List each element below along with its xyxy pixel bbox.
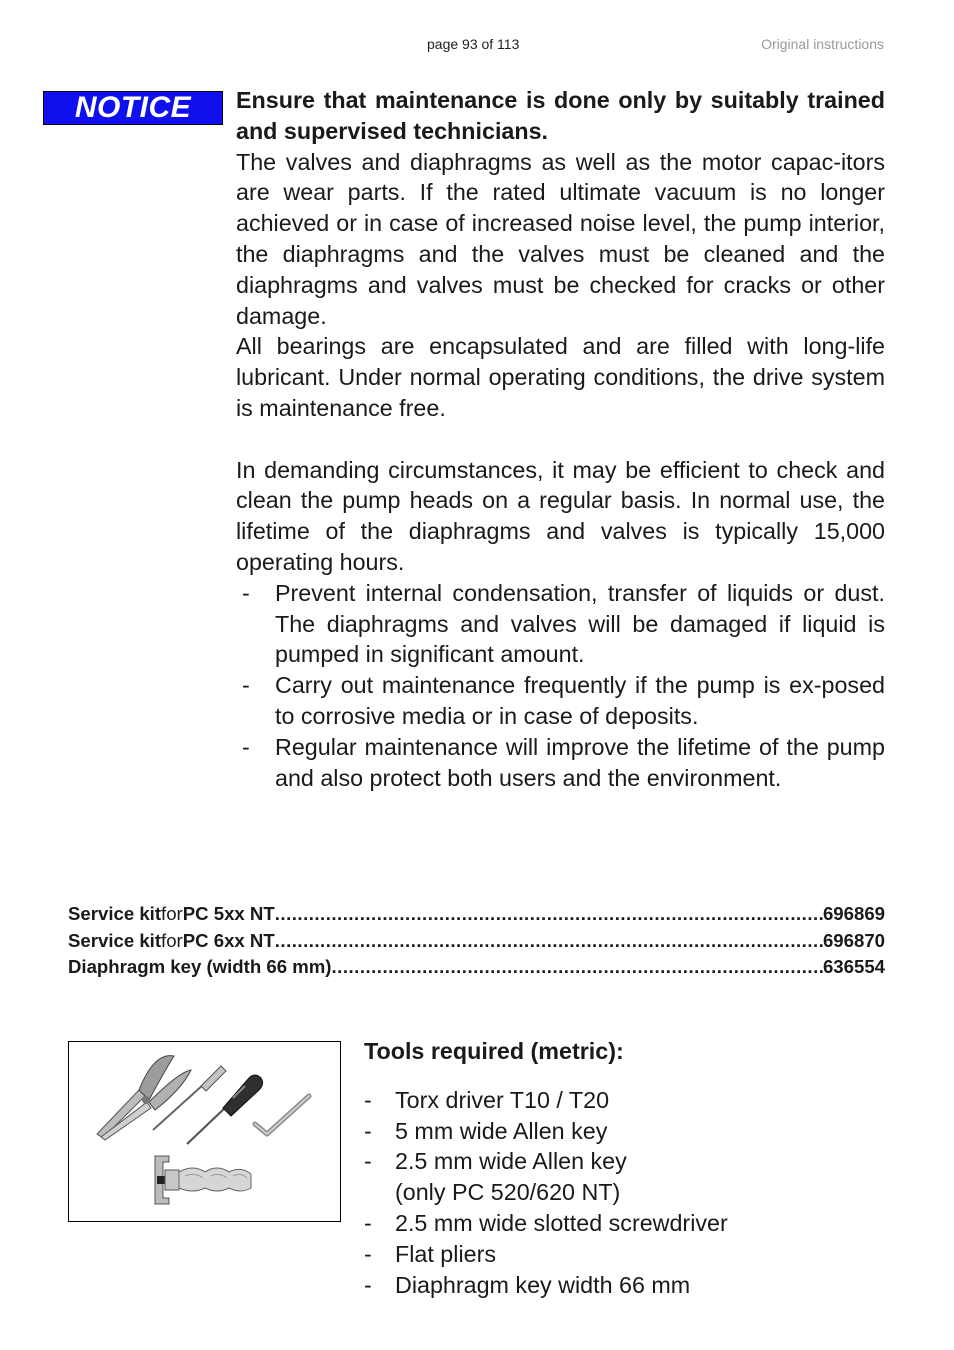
- notice-badge: NOTICE: [43, 91, 223, 125]
- list-item: - Carry out maintenance frequently if the pump is ex-posed to corrosive media or in case of deposits.: [242, 672, 885, 729]
- part-number: 636554: [822, 956, 885, 977]
- allen-key-icon: [255, 1096, 309, 1134]
- part-row-service-kit-6xx: Service kit for PC 6xx NT ..... 696870: [68, 928, 885, 955]
- list-item: - 5 mm wide Allen key: [364, 1117, 608, 1144]
- tools-list: [364, 1085, 884, 1301]
- part-number: 696869: [822, 903, 885, 924]
- leader-dots: [331, 954, 822, 981]
- list-item: - Prevent internal condensation, transfer of liquids or dust. The diaphragms and valves will be damaged if liquid is pumped in significant amount.: [242, 579, 885, 668]
- bearings-paragraph: All bearings are encapsulated and are filled with long-life lubricant. Under normal operating conditions, the drive system is maintenance free.: [236, 333, 885, 421]
- page-number: page 93 of 113: [427, 36, 520, 52]
- part-row-diaphragm-key: Diaphragm key (width 66 mm) ..... 636554: [68, 954, 885, 981]
- tools-required-section: [364, 1036, 884, 1300]
- part-number: 696870: [822, 929, 885, 951]
- list-item-continuation: (only PC 520/620 NT): [395, 1179, 621, 1206]
- tools-illustration: [69, 1042, 339, 1220]
- tools-photo: [68, 1041, 341, 1222]
- document-type-label: Original instructions: [761, 36, 884, 52]
- pliers-icon: [97, 1056, 191, 1140]
- demanding-circumstances-paragraph: In demanding circumstances, it may be efficient to check and clean the pump heads on a regular basis. In normal use, the lifetime of the diaphragms and valves is typically 15,000 operating hours.: [236, 456, 885, 575]
- list-item: - Torx driver T10 / T20: [364, 1086, 610, 1113]
- leader-dots: [275, 901, 823, 928]
- torx-driver-icon: [187, 1075, 263, 1144]
- diaphragm-key-icon: [155, 1156, 251, 1204]
- list-item: - Diaphragm key width 66 mm: [364, 1271, 691, 1298]
- tools-required-title: Tools required (metric):: [364, 1038, 624, 1064]
- list-item: - Flat pliers: [364, 1240, 496, 1267]
- paragraph-gap: [236, 424, 885, 455]
- list-item: - 2.5 mm wide Allen key: [364, 1148, 627, 1175]
- wear-parts-paragraph: The valves and diaphragms as well as the motor capac-itors are wear parts. If the rated ultimate vacuum is no longer achieved or in case of increased noise level, the pump interior, the diaphragms and the valves must be cleaned and the diaphragms and valves must be checked for cracks or other damage.: [236, 148, 885, 329]
- leader-dots: [275, 928, 823, 955]
- maintenance-notice-text: [236, 85, 885, 793]
- part-row-service-kit-5xx: Service kit for PC 5xx NT ..... 696869: [68, 901, 885, 928]
- list-item: - Regular maintenance will improve the lifetime of the pump and also protect both users and the environment.: [242, 733, 885, 791]
- spare-parts-list: [68, 901, 885, 981]
- maintenance-bullet-list: [236, 578, 885, 794]
- notice-bold-intro: Ensure that maintenance is done only by suitably trained and supervised technicians.: [236, 87, 885, 144]
- list-item: - 2.5 mm wide slotted screwdriver: [364, 1209, 728, 1236]
